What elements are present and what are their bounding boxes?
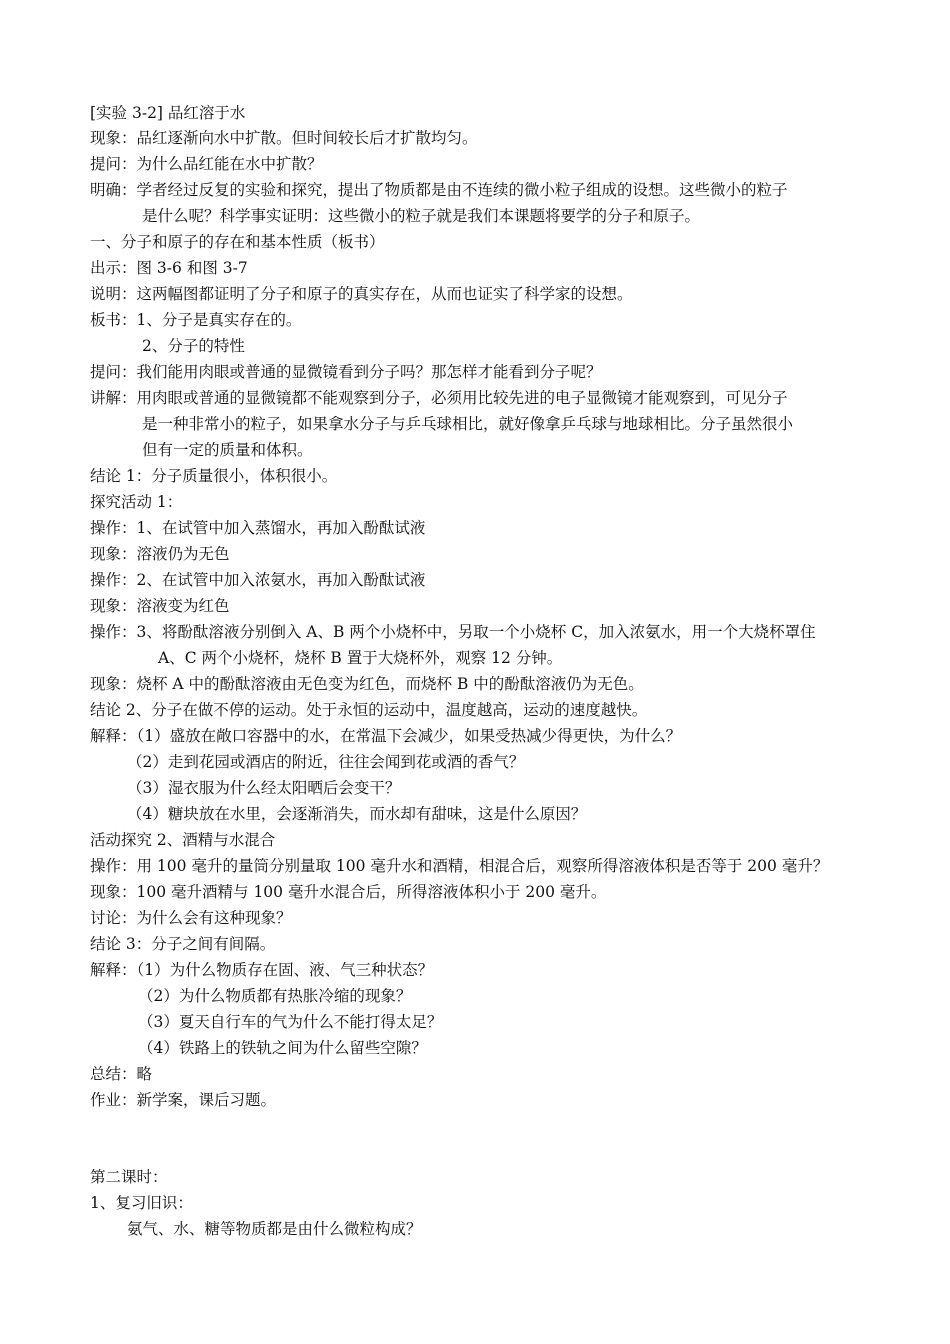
section-heading: 第二课时： (90, 1168, 168, 1186)
text-line: 出示：图 3-6 和图 3-7 (90, 259, 248, 277)
text-line: 板书：1、分子是真实存在的。 (90, 311, 302, 329)
text-line-sub: （2）为什么物质都有热胀冷缩的现象？ (138, 987, 412, 1005)
text-line: 结论 1：分子质量很小，体积很小。 (90, 467, 338, 485)
text-line-sub: 2、分子的特性 (142, 337, 245, 355)
text-line: 结论 3：分子之间有间隔。 (90, 935, 276, 953)
text-line: 讨论：为什么会有这种现象？ (90, 909, 292, 927)
text-line: 活动探究 2、酒精与水混合 (90, 831, 276, 849)
experiment-heading: [实验 3-2] 品红溶于水 (90, 104, 246, 122)
text-line: 探究活动 1： (90, 493, 183, 511)
text-line-sub: （2）走到花园或酒店的附近，往往会闻到花或酒的香气？ (127, 753, 525, 771)
text-line: 操作：1、在试管中加入蒸馏水，再加入酚酞试液 (90, 519, 426, 537)
text-line-sub: （4）铁路上的铁轨之间为什么留些空隙？ (138, 1039, 427, 1057)
text-line: 现象：品红逐渐向水中扩散。但时间较长后才扩散均匀。 (90, 129, 478, 147)
text-line-sub: （4）糖块放在水里，会逐渐消失，而水却有甜味，这是什么原因？ (127, 805, 587, 823)
text-line-continued: 是一种非常小的粒子，如果拿水分子与乒乓球相比，就好像拿乒乓球与地球相比。分子虽然很小 (142, 415, 794, 433)
text-line: 讲解：用肉眼或普通的显微镜都不能观察到分子，必须用比较先进的电子显微镜才能观察到，可见分子 (90, 389, 788, 407)
text-line-sub: （3）湿衣服为什么经太阳晒后会变干？ (127, 779, 401, 797)
text-line: 操作：2、在试管中加入浓氨水，再加入酚酞试液 (90, 571, 426, 589)
text-line-continued: A、C 两个小烧杯，烧杯 B 置于大烧杯外，观察 12 分钟。 (158, 649, 563, 667)
section-heading: 一、分子和原子的存在和基本性质（板书） (90, 233, 385, 251)
text-line: 提问：为什么品红能在水中扩散？ (90, 155, 323, 173)
text-line: 操作：用 100 毫升的量筒分别量取 100 毫升水和酒精，相混合后，观察所得溶液体积是否等于 200 毫升？ (90, 857, 829, 875)
text-line: 说明：这两幅图都证明了分子和原子的真实存在，从而也证实了科学家的设想。 (90, 285, 633, 303)
text-line-sub: 氨气、水、糖等物质都是由什么微粒构成？ (127, 1220, 422, 1238)
text-line: 现象：溶液仍为无色 (90, 545, 230, 563)
text-line: 结论 2、分子在做不停的运动。处于永恒的运动中，温度越高，运动的速度越快。 (90, 701, 648, 719)
text-line-continued: 但有一定的质量和体积。 (142, 441, 313, 459)
text-line: 操作：3、将酚酞溶液分别倒入 A、B 两个小烧杯中，另取一个小烧杯 C，加入浓氨水，用一个大烧杯罩住 (90, 623, 816, 641)
text-line: 明确：学者经过反复的实验和探究，提出了物质都是由不连续的微小粒子组成的设想。这些微小的粒子 (90, 181, 788, 199)
text-line-continued: 是什么呢？科学事实证明：这些微小的粒子就是我们本课题将要学的分子和原子。 (142, 207, 701, 225)
text-line: 现象：烧杯 A 中的酚酞溶液由无色变为红色，而烧杯 B 中的酚酞溶液仍为无色。 (90, 675, 644, 693)
text-line: 提问：我们能用肉眼或普通的显微镜看到分子吗？那怎样才能看到分子呢？ (90, 363, 602, 381)
text-line: 现象：100 毫升酒精与 100 毫升水混合后，所得溶液体积小于 200 毫升。 (90, 883, 607, 901)
text-line: 解释：（1）盛放在敞口容器中的水，在常温下会减少，如果受热减少得更快，为什么？ (90, 727, 682, 745)
text-line-sub: （3）夏天自行车的气为什么不能打得太足？ (138, 1013, 443, 1031)
text-line: 总结：略 (90, 1065, 153, 1083)
text-line: 作业：新学案，课后习题。 (90, 1091, 277, 1109)
text-line: 现象：溶液变为红色 (90, 597, 230, 615)
text-line: 1、复习旧识： (90, 1194, 193, 1212)
text-line: 解释：（1）为什么物质存在固、液、气三种状态？ (90, 961, 434, 979)
